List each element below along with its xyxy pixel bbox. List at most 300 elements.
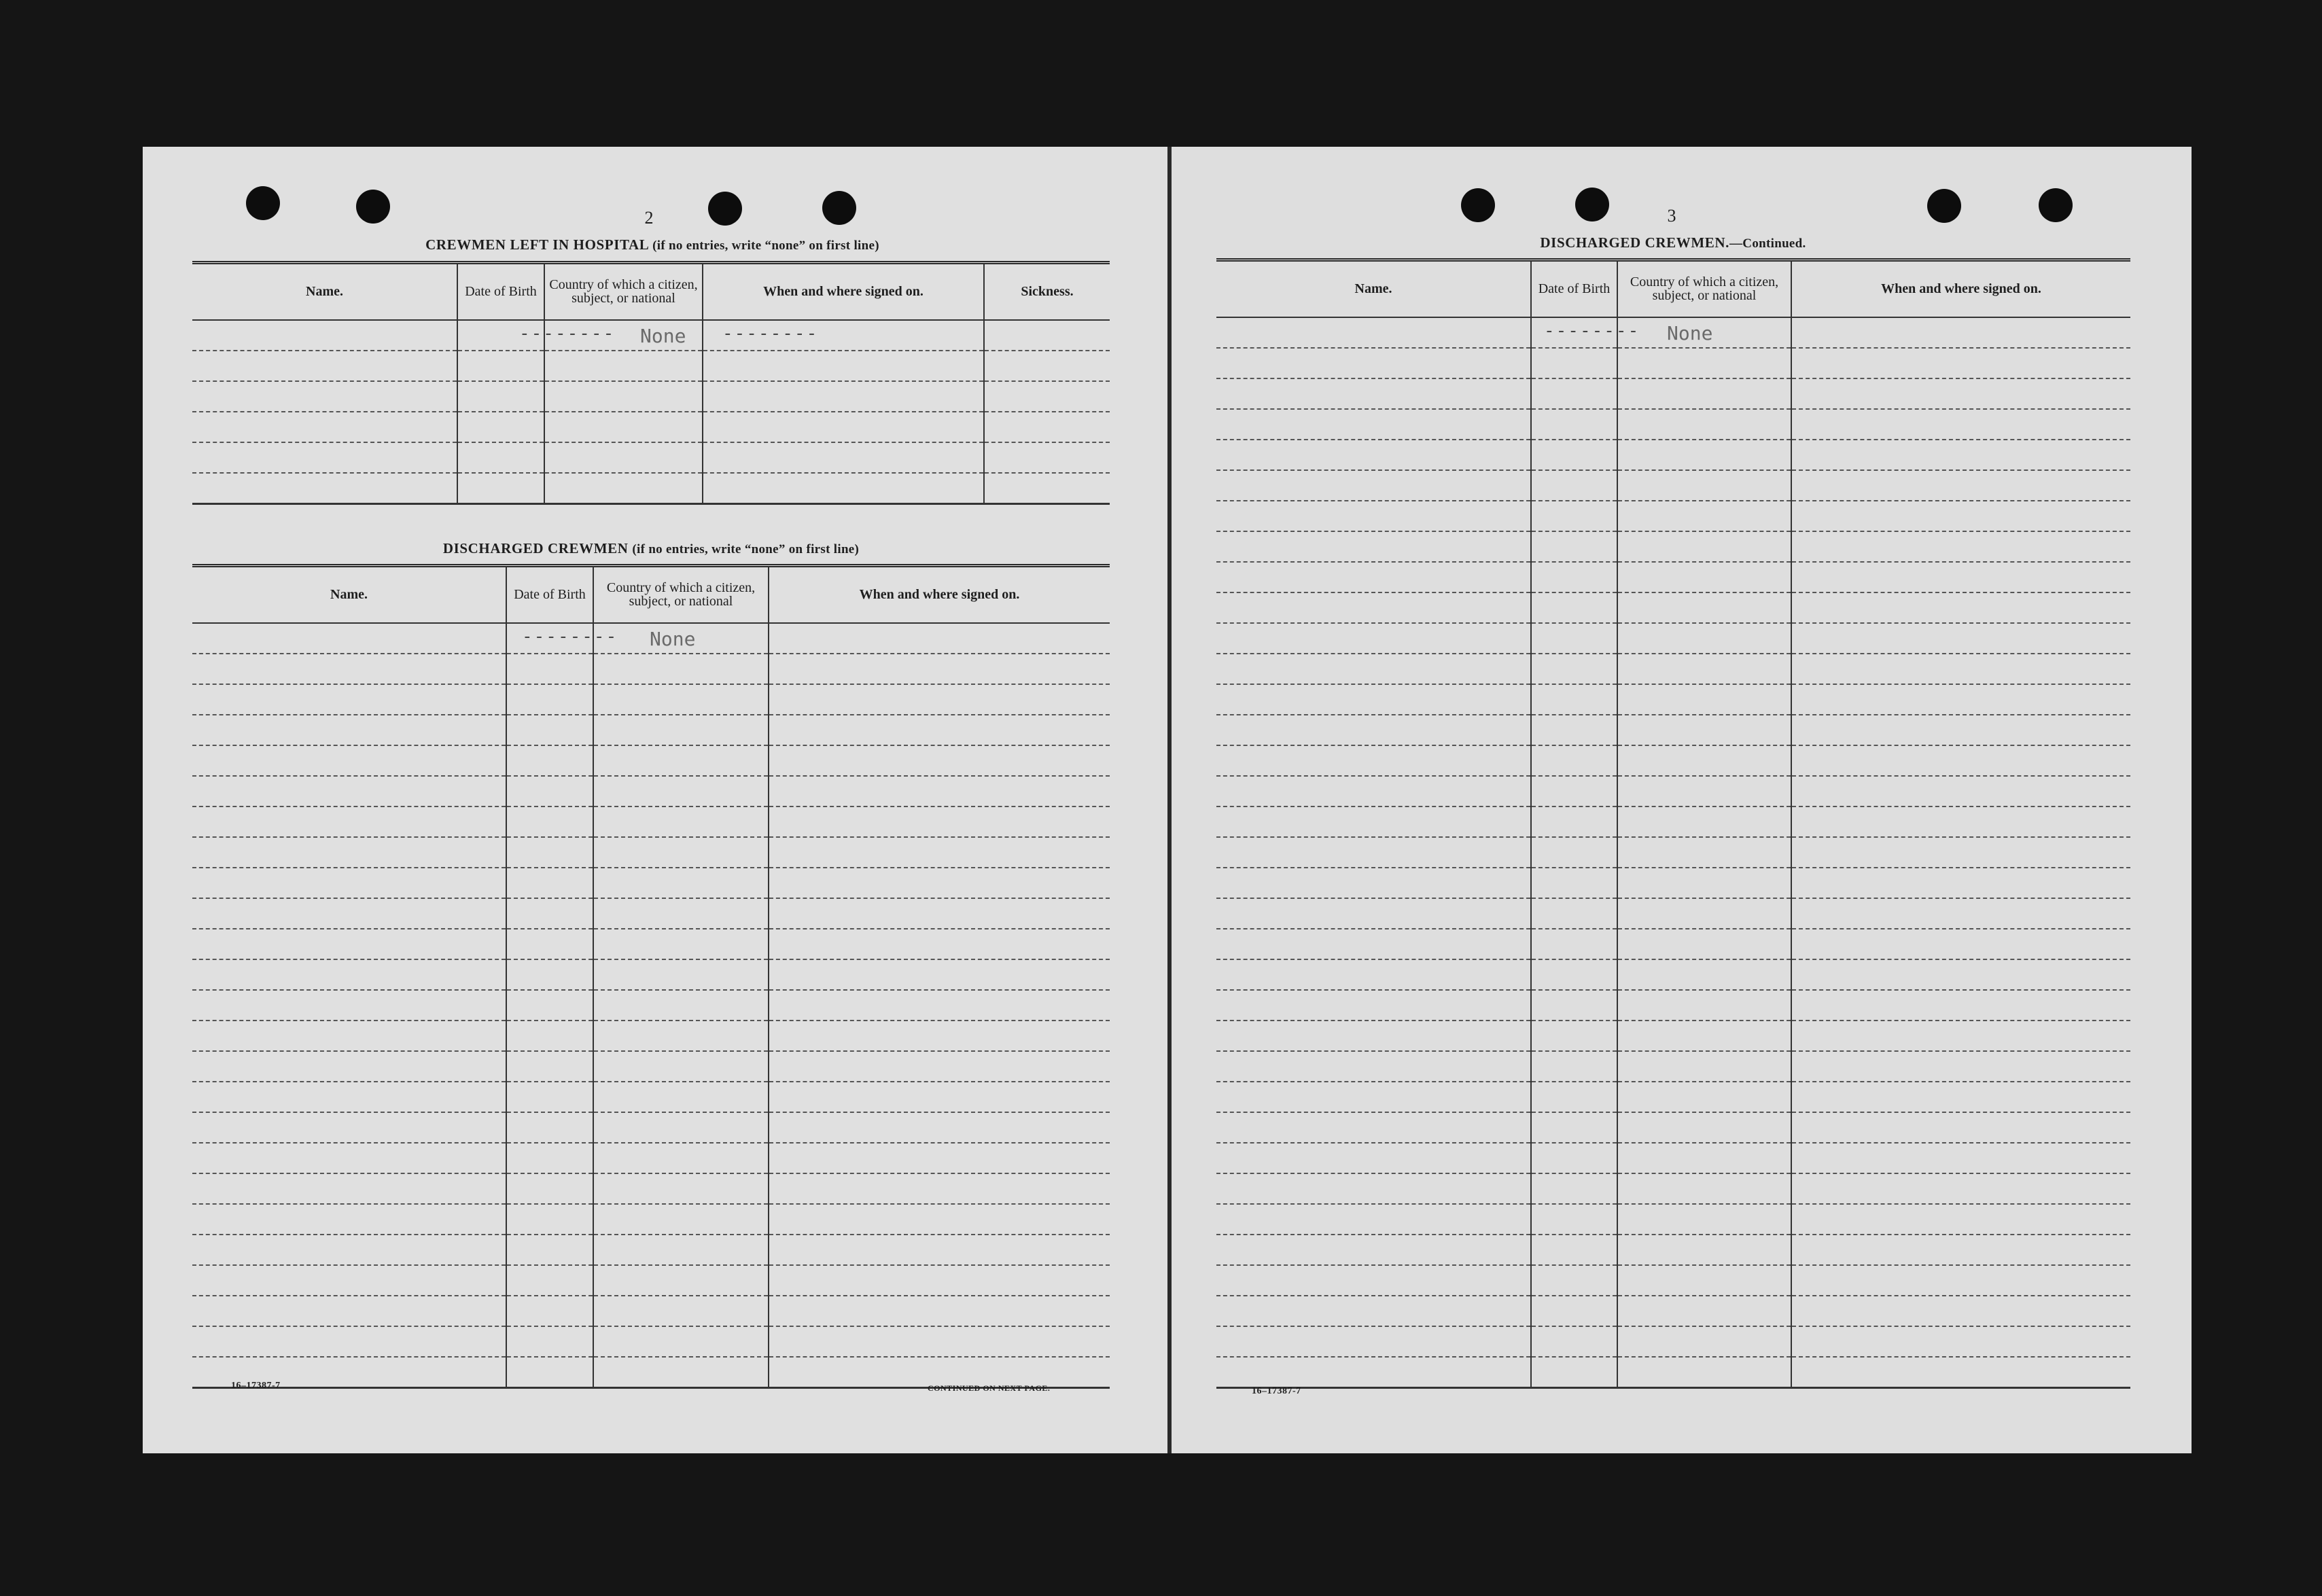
table-row xyxy=(192,623,1110,654)
table-cell xyxy=(1531,531,1617,562)
table-row xyxy=(1216,531,2130,562)
table-cell xyxy=(1531,1051,1617,1082)
table-row xyxy=(1216,623,2130,654)
continued-suffix: —Continued. xyxy=(1729,236,1806,251)
table-cell xyxy=(1216,715,1531,745)
column-header: When and where signed on. xyxy=(769,566,1110,623)
column-header: Sickness. xyxy=(984,263,1110,320)
table-cell xyxy=(1531,1082,1617,1112)
table-cell xyxy=(1531,1357,1617,1388)
table-cell xyxy=(1531,592,1617,623)
table-cell xyxy=(1216,623,1531,654)
table-cell xyxy=(1531,378,1617,409)
table-cell xyxy=(457,473,544,504)
table-cell xyxy=(192,868,506,898)
table-cell xyxy=(1791,1082,2130,1112)
dash-mark: -------- xyxy=(519,323,616,344)
table-cell xyxy=(769,1265,1110,1296)
table-cell xyxy=(544,320,703,351)
table-cell xyxy=(769,990,1110,1021)
table-cell xyxy=(192,990,506,1021)
table-cell xyxy=(1791,654,2130,684)
table-row xyxy=(1216,592,2130,623)
table-cell xyxy=(1531,1112,1617,1143)
table-cell xyxy=(1216,868,1531,898)
table-cell xyxy=(769,1143,1110,1173)
table-row xyxy=(1216,1112,2130,1143)
table-cell xyxy=(192,442,457,473)
table-cell xyxy=(1791,317,2130,348)
table-cell xyxy=(1617,562,1791,592)
table-cell xyxy=(593,1326,769,1357)
table-cell xyxy=(593,745,769,776)
table-row xyxy=(1216,1051,2130,1082)
table-row xyxy=(1216,715,2130,745)
table-cell xyxy=(1216,929,1531,959)
table-cell xyxy=(1531,898,1617,929)
table-row xyxy=(1216,806,2130,837)
table-cell xyxy=(1791,745,2130,776)
table-cell xyxy=(1791,806,2130,837)
table-cell xyxy=(1791,776,2130,806)
table-cell xyxy=(1617,1021,1791,1051)
table-cell xyxy=(1531,623,1617,654)
column-header: Country of which a citizen, subject, or national xyxy=(544,263,703,320)
column-header: Name. xyxy=(192,566,506,623)
table-cell xyxy=(506,654,593,684)
table-cell xyxy=(1791,1357,2130,1388)
hospital-table xyxy=(192,261,1110,505)
column-header: Date of Birth xyxy=(506,566,593,623)
table-cell xyxy=(1617,806,1791,837)
table-cell xyxy=(1216,1112,1531,1143)
table-cell xyxy=(506,1173,593,1204)
table-cell xyxy=(192,351,457,381)
table-row xyxy=(1216,1082,2130,1112)
table-cell xyxy=(1216,1173,1531,1204)
table-cell xyxy=(1216,898,1531,929)
table-cell xyxy=(1617,470,1791,501)
table-cell xyxy=(1216,470,1531,501)
table-row xyxy=(1216,776,2130,806)
table-cell xyxy=(506,1021,593,1051)
table-cell xyxy=(593,1173,769,1204)
table-cell xyxy=(703,381,984,412)
table-cell xyxy=(593,1112,769,1143)
punch-hole xyxy=(246,186,280,220)
table-row xyxy=(192,959,1110,990)
table-cell xyxy=(593,806,769,837)
table-cell xyxy=(192,1204,506,1235)
table-cell xyxy=(192,1326,506,1357)
table-cell xyxy=(506,806,593,837)
table-row xyxy=(192,351,1110,381)
table-cell xyxy=(192,623,506,654)
table-row xyxy=(1216,409,2130,440)
table-cell xyxy=(192,776,506,806)
table-row xyxy=(1216,1235,2130,1265)
table-cell xyxy=(593,776,769,806)
table-cell xyxy=(544,381,703,412)
table-row xyxy=(1216,898,2130,929)
column-header: When and where signed on. xyxy=(703,263,984,320)
table-cell xyxy=(1791,378,2130,409)
table-cell xyxy=(1791,1173,2130,1204)
table-cell xyxy=(769,1112,1110,1143)
table-row xyxy=(192,1235,1110,1265)
table-cell xyxy=(1216,806,1531,837)
table-cell xyxy=(769,1173,1110,1204)
table-row xyxy=(1216,868,2130,898)
table-cell xyxy=(506,745,593,776)
table-row xyxy=(1216,1357,2130,1388)
table-row xyxy=(192,929,1110,959)
typed-entry: None xyxy=(640,324,686,347)
table-cell xyxy=(769,1051,1110,1082)
table-cell xyxy=(1216,1082,1531,1112)
table-cell xyxy=(593,1143,769,1173)
table-cell xyxy=(192,1173,506,1204)
table-cell xyxy=(457,381,544,412)
table-cell xyxy=(769,1204,1110,1235)
table-cell xyxy=(703,473,984,504)
table-cell xyxy=(1617,898,1791,929)
table-cell xyxy=(192,806,506,837)
table-cell xyxy=(192,320,457,351)
table-row xyxy=(192,1265,1110,1296)
table-cell xyxy=(1617,959,1791,990)
table-cell xyxy=(1216,440,1531,470)
table-cell xyxy=(192,1021,506,1051)
table-cell xyxy=(593,929,769,959)
table-cell xyxy=(1531,1326,1617,1357)
table-cell xyxy=(192,1265,506,1296)
table-cell xyxy=(1531,348,1617,378)
table-cell xyxy=(1617,1173,1791,1204)
table-row xyxy=(1216,745,2130,776)
table-cell xyxy=(593,1082,769,1112)
table-row xyxy=(192,898,1110,929)
table-cell xyxy=(1617,1326,1791,1357)
table-cell xyxy=(769,1326,1110,1357)
table-cell xyxy=(1216,1021,1531,1051)
table-cell xyxy=(1617,1296,1791,1326)
table-cell xyxy=(769,1082,1110,1112)
table-cell xyxy=(1531,868,1617,898)
table-cell xyxy=(769,837,1110,868)
table-row xyxy=(1216,1296,2130,1326)
table-cell xyxy=(506,1112,593,1143)
table-cell xyxy=(1791,959,2130,990)
table-cell xyxy=(769,623,1110,654)
table-row xyxy=(1216,348,2130,378)
table-cell xyxy=(1531,654,1617,684)
table-cell xyxy=(1791,1296,2130,1326)
table-cell xyxy=(1531,1265,1617,1296)
table-cell xyxy=(1791,1021,2130,1051)
table-cell xyxy=(1216,562,1531,592)
table-cell xyxy=(1216,1265,1531,1296)
table-cell xyxy=(1791,1235,2130,1265)
table-row xyxy=(1216,1143,2130,1173)
table-cell xyxy=(1216,959,1531,990)
table-row xyxy=(192,776,1110,806)
table-cell xyxy=(1791,531,2130,562)
dash-mark: -------- xyxy=(522,626,618,647)
table-cell xyxy=(506,990,593,1021)
table-cell xyxy=(457,320,616,351)
table-cell xyxy=(1791,1051,2130,1082)
table-cell xyxy=(769,745,1110,776)
table-cell xyxy=(1216,990,1531,1021)
table-cell xyxy=(1531,684,1617,715)
table-cell xyxy=(593,1357,769,1388)
table-cell xyxy=(192,929,506,959)
table-cell xyxy=(1791,1204,2130,1235)
hospital-instruction: (if no entries, write “none” on first line) xyxy=(652,238,879,253)
table-cell xyxy=(1791,990,2130,1021)
column-header: Name. xyxy=(1216,260,1531,317)
table-row xyxy=(1216,959,2130,990)
table-cell xyxy=(703,351,984,381)
table-cell xyxy=(506,1326,593,1357)
table-cell xyxy=(1531,776,1617,806)
table-cell xyxy=(1617,409,1791,440)
table-cell xyxy=(1531,715,1617,745)
table-row xyxy=(1216,1173,2130,1204)
table-row xyxy=(192,1021,1110,1051)
table-cell xyxy=(769,684,1110,715)
table-cell xyxy=(506,1265,593,1296)
table-cell xyxy=(1531,409,1617,440)
table-cell xyxy=(1617,929,1791,959)
table-row xyxy=(1216,501,2130,531)
table-cell xyxy=(506,898,593,929)
table-cell xyxy=(769,929,1110,959)
table-cell xyxy=(769,715,1110,745)
table-cell xyxy=(593,959,769,990)
table-row xyxy=(1216,1204,2130,1235)
table-cell xyxy=(544,442,703,473)
table-cell xyxy=(192,1235,506,1265)
table-cell xyxy=(1531,1235,1617,1265)
table-cell xyxy=(984,381,1110,412)
table-cell xyxy=(1791,929,2130,959)
table-cell xyxy=(593,715,769,745)
table-cell xyxy=(1216,1357,1531,1388)
punch-hole xyxy=(708,192,742,226)
page-fold xyxy=(1167,147,1172,1453)
table-cell xyxy=(506,868,593,898)
table-cell xyxy=(769,1021,1110,1051)
table-cell xyxy=(1617,1204,1791,1235)
column-header: Date of Birth xyxy=(457,263,544,320)
table-cell xyxy=(769,776,1110,806)
table-cell xyxy=(506,1051,593,1082)
table-cell xyxy=(1216,684,1531,715)
table-cell xyxy=(1791,470,2130,501)
table-cell xyxy=(1216,501,1531,531)
table-cell xyxy=(192,1082,506,1112)
table-cell xyxy=(593,898,769,929)
table-cell xyxy=(192,745,506,776)
table-cell xyxy=(1531,1021,1617,1051)
punch-hole xyxy=(1461,188,1495,222)
punch-hole xyxy=(822,191,856,225)
table-cell xyxy=(1531,806,1617,837)
column-header: Date of Birth xyxy=(1531,260,1617,317)
punch-hole xyxy=(356,190,390,224)
table-cell xyxy=(1216,745,1531,776)
table-cell xyxy=(192,1051,506,1082)
table-row xyxy=(192,1173,1110,1204)
table-cell xyxy=(593,837,769,868)
table-cell xyxy=(544,412,703,442)
table-row xyxy=(1216,378,2130,409)
hospital-section-title xyxy=(425,236,879,253)
table-row xyxy=(1216,929,2130,959)
table-cell xyxy=(984,473,1110,504)
table-row xyxy=(192,381,1110,412)
table-row xyxy=(192,1296,1110,1326)
table-cell xyxy=(769,868,1110,898)
table-row xyxy=(1216,654,2130,684)
table-cell xyxy=(1617,776,1791,806)
table-cell xyxy=(506,1082,593,1112)
table-cell xyxy=(192,837,506,868)
table-cell xyxy=(1216,531,1531,562)
table-cell xyxy=(192,1112,506,1143)
table-row xyxy=(192,1143,1110,1173)
table-cell xyxy=(506,684,593,715)
table-cell xyxy=(1531,745,1617,776)
page-number: 3 xyxy=(1667,206,1676,226)
table-cell xyxy=(1791,623,2130,654)
table-cell xyxy=(506,1357,593,1388)
table-row xyxy=(1216,440,2130,470)
table-cell xyxy=(192,381,457,412)
table-cell xyxy=(984,412,1110,442)
table-cell xyxy=(192,715,506,745)
table-cell xyxy=(506,1235,593,1265)
table-cell xyxy=(1216,409,1531,440)
table-cell xyxy=(1531,1204,1617,1235)
table-cell xyxy=(593,684,769,715)
table-row xyxy=(192,1112,1110,1143)
table-cell xyxy=(192,412,457,442)
table-cell xyxy=(544,351,703,381)
table-cell xyxy=(1617,348,1791,378)
table-cell xyxy=(1531,440,1617,470)
table-cell xyxy=(192,1296,506,1326)
table-row xyxy=(192,990,1110,1021)
table-cell xyxy=(1531,990,1617,1021)
table-cell xyxy=(1617,378,1791,409)
table-cell xyxy=(1216,348,1531,378)
column-header: Country of which a citizen, subject, or national xyxy=(593,566,769,623)
table-cell xyxy=(1216,1143,1531,1173)
table-cell xyxy=(506,715,593,745)
column-header: Name. xyxy=(192,263,457,320)
table-cell xyxy=(1791,1143,2130,1173)
table-row xyxy=(1216,1021,2130,1051)
table-cell xyxy=(769,806,1110,837)
table-cell xyxy=(1617,531,1791,562)
table-cell xyxy=(1791,715,2130,745)
table-cell xyxy=(1531,501,1617,531)
table-cell xyxy=(1617,1051,1791,1082)
table-cell xyxy=(769,959,1110,990)
table-row xyxy=(192,320,1110,351)
table-cell xyxy=(593,1051,769,1082)
table-row xyxy=(192,412,1110,442)
table-cell xyxy=(506,929,593,959)
dash-mark: -------- xyxy=(1544,320,1640,341)
table-cell xyxy=(1531,837,1617,868)
table-cell xyxy=(1531,959,1617,990)
table-cell xyxy=(769,1235,1110,1265)
table-cell xyxy=(1791,409,2130,440)
table-cell xyxy=(593,1204,769,1235)
table-cell xyxy=(192,898,506,929)
dash-mark: -------- xyxy=(722,323,819,344)
table-cell xyxy=(769,654,1110,684)
table-cell xyxy=(192,654,506,684)
table-cell xyxy=(192,1143,506,1173)
table-row xyxy=(1216,317,2130,348)
table-cell xyxy=(192,959,506,990)
table-cell xyxy=(1531,929,1617,959)
table-row xyxy=(1216,562,2130,592)
table-cell xyxy=(703,442,984,473)
table-cell xyxy=(769,898,1110,929)
table-cell xyxy=(1617,715,1791,745)
table-row xyxy=(192,442,1110,473)
table-cell xyxy=(1216,1235,1531,1265)
table-cell xyxy=(457,351,544,381)
table-cell xyxy=(457,412,544,442)
table-cell xyxy=(506,959,593,990)
typed-entry: None xyxy=(1667,321,1713,344)
table-cell xyxy=(593,654,769,684)
table-cell xyxy=(593,1265,769,1296)
table-cell xyxy=(1216,1296,1531,1326)
table-cell xyxy=(1531,317,1640,348)
table-cell xyxy=(1791,592,2130,623)
table-cell xyxy=(1617,592,1791,623)
table-cell xyxy=(1617,868,1791,898)
form-number: 16–17387-7 xyxy=(231,1381,281,1391)
table-cell xyxy=(1216,592,1531,623)
table-row xyxy=(1216,470,2130,501)
table-cell xyxy=(1216,1326,1531,1357)
discharged-table xyxy=(192,564,1110,1389)
table-cell xyxy=(1617,501,1791,531)
table-cell xyxy=(1617,990,1791,1021)
table-row xyxy=(1216,684,2130,715)
table-cell xyxy=(593,1021,769,1051)
table-cell xyxy=(1617,1235,1791,1265)
table-cell xyxy=(1791,562,2130,592)
table-cell xyxy=(984,320,1110,351)
table-cell xyxy=(1617,440,1791,470)
table-row xyxy=(192,837,1110,868)
page-number: 2 xyxy=(644,208,654,228)
table-cell xyxy=(1791,684,2130,715)
table-cell xyxy=(1531,562,1617,592)
table-row xyxy=(192,1051,1110,1082)
table-cell xyxy=(1216,776,1531,806)
